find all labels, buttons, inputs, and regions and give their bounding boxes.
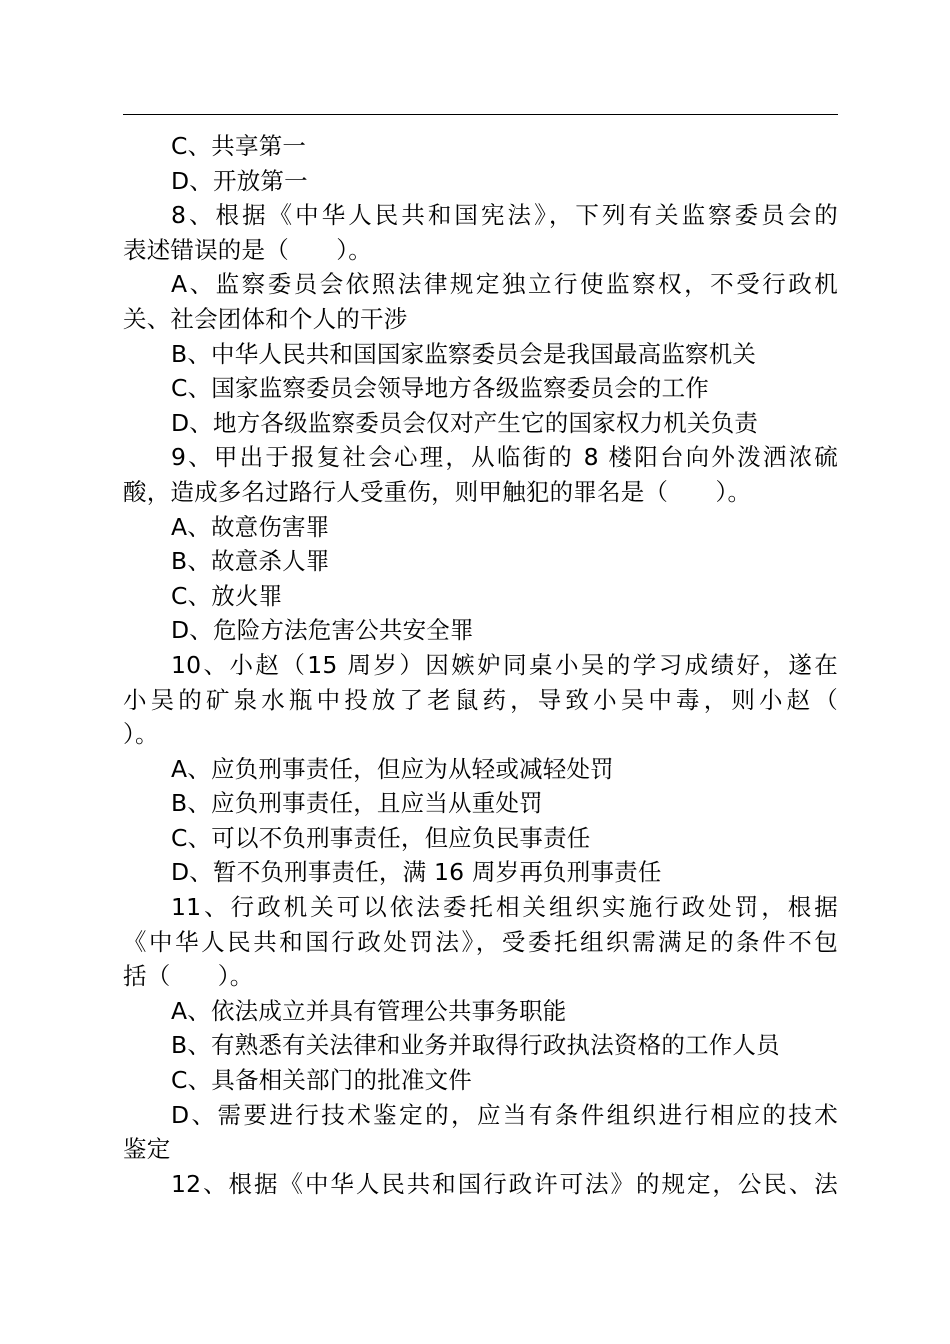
text-line: B、有熟悉有关法律和业务并取得行政执法资格的工作人员 bbox=[171, 1031, 780, 1060]
text-line: A、故意伤害罪 bbox=[171, 512, 330, 541]
text-line: C、可以不负刑事责任，但应负民事责任 bbox=[171, 823, 591, 852]
header-rule bbox=[123, 114, 838, 115]
text-line: 括（ ）。 bbox=[123, 962, 254, 991]
text-line: ）。 bbox=[123, 720, 159, 749]
text-line: D、地方各级监察委员会仅对产生它的国家权力机关负责 bbox=[171, 408, 759, 437]
document-body bbox=[123, 129, 838, 1201]
text-line: C、国家监察委员会领导地方各级监察委员会的工作 bbox=[171, 374, 710, 403]
text-line: C、共享第一 bbox=[171, 132, 307, 160]
text-line: C、放火罪 bbox=[171, 581, 283, 610]
text-line: 8、根据《中华人民共和国宪法》，下列有关监察委员会的 bbox=[171, 201, 838, 230]
text-line: 12、根据《中华人民共和国行政许可法》的规定，公民、法 bbox=[171, 1169, 838, 1198]
text-line: A、监察委员会依照法律规定独立行使监察权，不受行政机 bbox=[171, 270, 838, 299]
text-line: 酸，造成多名过路行人受重伤，则甲触犯的罪名是（ ）。 bbox=[123, 477, 752, 506]
text-line: 9、甲出于报复社会心理，从临街的 8 楼阳台向外泼洒浓硫 bbox=[171, 443, 838, 472]
text-line: B、故意杀人罪 bbox=[171, 547, 330, 576]
text-line: D、需要进行技术鉴定的，应当有条件组织进行相应的技术 bbox=[171, 1100, 838, 1129]
text-line: 关、社会团体和个人的干涉 bbox=[123, 304, 408, 333]
text-line: 10、小赵（15 周岁）因嫉妒同桌小吴的学习成绩好，遂在 bbox=[171, 650, 838, 679]
text-line: D、暂不负刑事责任，满 16 周岁再负刑事责任 bbox=[171, 858, 662, 887]
text-line: D、危险方法危害公共安全罪 bbox=[171, 616, 474, 645]
text-line: 11、行政机关可以依法委托相关组织实施行政处罚，根据 bbox=[171, 893, 838, 922]
text-line: 鉴定 bbox=[123, 1135, 171, 1164]
text-line: B、应负刑事责任，且应当从重处罚 bbox=[171, 789, 543, 818]
text-line: 小吴的矿泉水瓶中投放了老鼠药，导致小吴中毒，则小赵（ bbox=[123, 685, 838, 714]
text-line: 表述错误的是（ ）。 bbox=[123, 235, 372, 264]
text-line: A、应负刑事责任，但应为从轻或减轻处罚 bbox=[171, 754, 614, 783]
text-line: A、依法成立并具有管理公共事务职能 bbox=[171, 996, 567, 1025]
text-line: 《中华人民共和国行政处罚法》，受委托组织需满足的条件不包 bbox=[123, 927, 838, 956]
text-line: B、中华人民共和国国家监察委员会是我国最高监察机关 bbox=[171, 339, 757, 368]
text-line: C、具备相关部门的批准文件 bbox=[171, 1066, 473, 1095]
text-line: D、开放第一 bbox=[171, 166, 308, 195]
